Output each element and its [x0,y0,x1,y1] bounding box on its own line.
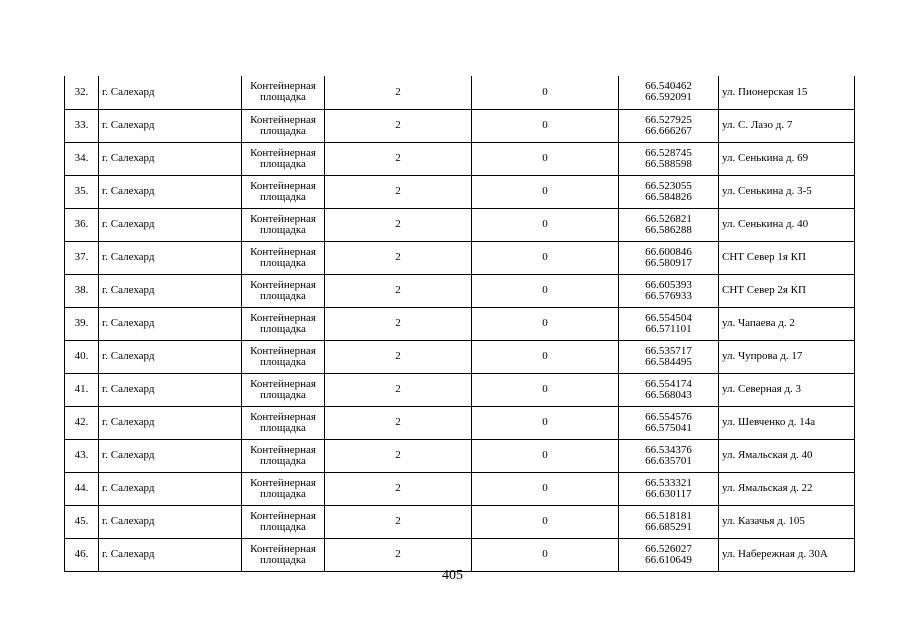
city-cell [99,439,242,472]
table-row [65,76,855,109]
table-row [65,373,855,406]
site-type-cell [242,175,325,208]
coordinates-cell [619,472,719,505]
row-number-cell [65,109,99,142]
volume-cell [472,274,619,307]
volume-value: 0 [542,515,548,527]
coordinates-cell [619,76,719,109]
coordinates-cell [619,439,719,472]
site-type-cell [242,340,325,373]
container-count: 2 [395,449,401,461]
volume-cell [472,373,619,406]
container-count-cell [325,505,472,538]
volume-value: 0 [542,152,548,164]
latitude: 66.534376 [645,443,692,456]
site-type-line1: Контейнерная [250,179,316,192]
row-number: 45. [74,515,89,527]
row-number: 34. [74,152,89,164]
volume-cell [472,505,619,538]
city-text: г. Салехард [102,85,155,98]
address-text: ул. Казачья д. 105 [722,515,805,527]
city-text: г. Салехард [102,251,155,263]
site-type-line2: площадка [260,553,306,566]
latitude: 66.533321 [645,476,692,489]
site-type-line2: площадка [260,487,306,500]
site-type-line1: Контейнерная [250,377,316,390]
address-text: ул. Пионерская 15 [722,85,808,98]
latitude: 66.540462 [645,80,692,93]
city-cell [99,406,242,439]
site-type-line1: Контейнерная [250,113,316,126]
volume-value: 0 [542,85,548,98]
latitude: 66.554174 [645,377,692,390]
latitude: 66.526027 [645,542,692,555]
row-number: 36. [74,218,89,230]
row-number: 38. [74,284,89,296]
site-type-line2: площадка [260,454,306,467]
site-type-line1: Контейнерная [250,212,316,225]
longitude: 66.666267 [645,124,692,137]
city-text: г. Салехард [102,152,155,164]
address-text: ул. Сенькина д. 3-5 [722,185,812,197]
longitude: 66.580917 [645,256,692,269]
longitude: 66.586288 [645,223,692,236]
city-text: г. Салехард [102,185,155,197]
site-type-line1: Контейнерная [250,278,316,291]
row-number-cell [65,406,99,439]
longitude: 66.630117 [645,487,692,500]
container-count-cell [325,406,472,439]
table-row [65,505,855,538]
city-text: г. Салехард [102,482,155,494]
row-number-cell [65,142,99,175]
site-type-line1: Контейнерная [250,245,316,258]
longitude: 66.584495 [645,355,692,368]
city-cell [99,373,242,406]
container-count-cell [325,307,472,340]
site-type-cell [242,439,325,472]
longitude: 66.610649 [645,553,692,566]
address-text: ул. Шевченко д. 14а [722,416,816,428]
coordinates-cell [619,538,719,571]
volume-value: 0 [542,119,548,131]
site-type-line2: площадка [260,421,306,434]
latitude: 66.554576 [645,410,692,423]
volume-cell [472,175,619,208]
site-type-cell [242,538,325,571]
row-number-cell [65,439,99,472]
container-count-cell [325,175,472,208]
longitude: 66.575041 [645,421,692,434]
address-text: ул. Чапаева д. 2 [722,317,795,329]
address-cell [719,373,855,406]
volume-value: 0 [542,383,548,395]
city-cell [99,307,242,340]
row-number: 35. [74,185,89,197]
city-cell [99,175,242,208]
volume-cell [472,76,619,109]
volume-cell [472,406,619,439]
latitude: 66.527925 [645,113,692,126]
address-cell [719,241,855,274]
city-text: г. Салехард [102,383,155,395]
latitude: 66.523055 [645,179,692,192]
container-count-cell [325,274,472,307]
container-count-cell [325,208,472,241]
container-count: 2 [395,482,401,494]
address-cell [719,439,855,472]
row-number-cell [65,241,99,274]
city-text: г. Салехард [102,284,155,296]
container-count-cell [325,241,472,274]
table-row [65,340,855,373]
row-number: 32. [74,85,89,98]
city-text: г. Салехард [102,218,155,230]
table-row [65,241,855,274]
row-number-cell [65,472,99,505]
city-text: г. Салехард [102,317,155,329]
row-number-cell [65,505,99,538]
container-count-cell [325,109,472,142]
latitude: 66.554504 [645,311,692,324]
container-count-cell [325,472,472,505]
volume-value: 0 [542,548,548,560]
city-cell [99,142,242,175]
coordinates-cell [619,274,719,307]
row-number-cell [65,175,99,208]
longitude: 66.576933 [645,289,692,302]
container-count: 2 [395,515,401,527]
volume-value: 0 [542,449,548,461]
address-cell [719,505,855,538]
site-type-line1: Контейнерная [250,311,316,324]
site-type-line2: площадка [260,520,306,533]
site-type-cell [242,373,325,406]
address-cell [719,109,855,142]
site-type-line2: площадка [260,322,306,335]
site-type-line1: Контейнерная [250,146,316,159]
address-text: ул. Сенькина д. 40 [722,218,809,230]
city-cell [99,109,242,142]
city-text: г. Салехард [102,548,155,560]
table-body [65,76,855,571]
container-count: 2 [395,152,401,164]
site-type-cell [242,472,325,505]
volume-value: 0 [542,350,548,362]
volume-value: 0 [542,185,548,197]
row-number: 46. [74,548,89,560]
table-row [65,472,855,505]
container-count: 2 [395,218,401,230]
latitude: 66.535717 [645,344,692,357]
row-number-cell [65,76,99,109]
container-count: 2 [395,383,401,395]
container-count: 2 [395,284,401,296]
row-number: 39. [74,317,89,329]
container-count-cell [325,439,472,472]
site-type-line1: Контейнерная [250,410,316,423]
container-count: 2 [395,317,401,329]
volume-cell [472,142,619,175]
site-type-line2: площадка [260,157,306,170]
address-cell [719,340,855,373]
site-type-cell [242,307,325,340]
row-number: 44. [74,482,89,494]
site-type-line1: Контейнерная [250,542,316,555]
address-text: СНТ Север 2я КП [722,284,806,296]
latitude: 66.605393 [645,278,692,291]
address-text: ул. Ямальская д. 22 [722,482,813,494]
city-cell [99,538,242,571]
volume-cell [472,241,619,274]
city-text: г. Салехард [102,515,155,527]
row-number-cell [65,373,99,406]
table-row [65,274,855,307]
address-cell [719,538,855,571]
site-type-line1: Контейнерная [250,509,316,522]
latitude: 66.518181 [645,509,692,522]
container-sites-table [64,76,855,572]
address-cell [719,175,855,208]
address-text: СНТ Север 1я КП [722,251,806,263]
address-text: ул. Ямальская д. 40 [722,449,813,461]
site-type-cell [242,406,325,439]
longitude: 66.584826 [645,190,692,203]
longitude: 66.568043 [645,388,692,401]
coordinates-cell [619,109,719,142]
volume-cell [472,340,619,373]
container-count-cell [325,142,472,175]
site-type-cell [242,274,325,307]
longitude: 66.635701 [645,454,692,467]
volume-cell [472,307,619,340]
volume-cell [472,109,619,142]
container-count: 2 [395,350,401,362]
city-text: г. Салехард [102,416,155,428]
row-number-cell [65,274,99,307]
container-count-cell [325,373,472,406]
latitude: 66.528745 [645,146,692,159]
container-count: 2 [395,416,401,428]
site-type-line2: площадка [260,223,306,236]
city-text: г. Салехард [102,449,155,461]
volume-value: 0 [542,317,548,329]
latitude: 66.526821 [645,212,692,225]
container-count-cell [325,538,472,571]
longitude: 66.685291 [645,520,692,533]
coordinates-cell [619,406,719,439]
address-cell [719,274,855,307]
city-cell [99,340,242,373]
address-text: ул. Чупрова д. 17 [722,350,803,362]
address-cell [719,472,855,505]
row-number: 40. [74,350,89,362]
volume-cell [472,472,619,505]
row-number: 41. [74,383,89,395]
city-cell [99,241,242,274]
address-text: ул. Набережная д. 30А [722,548,828,560]
site-type-line1: Контейнерная [250,80,316,93]
row-number: 42. [74,416,89,428]
volume-value: 0 [542,482,548,494]
container-count: 2 [395,251,401,263]
latitude: 66.600846 [645,245,692,258]
city-cell [99,274,242,307]
address-cell [719,406,855,439]
row-number-cell [65,340,99,373]
coordinates-cell [619,373,719,406]
address-text: ул. Северная д. 3 [722,383,802,395]
row-number-cell [65,208,99,241]
site-type-cell [242,505,325,538]
address-cell [719,76,855,109]
container-count-cell [325,76,472,109]
site-type-cell [242,76,325,109]
site-type-cell [242,241,325,274]
coordinates-cell [619,142,719,175]
site-type-line2: площадка [260,91,306,104]
volume-value: 0 [542,416,548,428]
table-row [65,538,855,571]
coordinates-cell [619,208,719,241]
table-row [65,208,855,241]
address-cell [719,142,855,175]
address-cell [719,208,855,241]
site-type-line2: площадка [260,355,306,368]
table-row [65,109,855,142]
longitude: 66.592091 [645,91,692,104]
coordinates-cell [619,241,719,274]
table-row [65,142,855,175]
site-type-line2: площадка [260,289,306,302]
volume-value: 0 [542,284,548,296]
page-number: 405 [442,568,463,583]
coordinates-cell [619,307,719,340]
site-type-line1: Контейнерная [250,476,316,489]
site-type-line2: площадка [260,190,306,203]
longitude: 66.571101 [645,322,692,335]
site-type-cell [242,142,325,175]
address-text: ул. С. Лазо д. 7 [722,119,793,131]
site-type-line2: площадка [260,388,306,401]
container-count-cell [325,340,472,373]
site-type-line1: Контейнерная [250,443,316,456]
row-number: 43. [74,449,89,461]
table-row [65,307,855,340]
city-text: г. Салехард [102,350,155,362]
address-text: ул. Сенькина д. 69 [722,152,809,164]
container-count: 2 [395,548,401,560]
city-text: г. Салехард [102,119,155,131]
site-type-line2: площадка [260,124,306,137]
site-type-cell [242,109,325,142]
volume-value: 0 [542,251,548,263]
table-row [65,175,855,208]
volume-cell [472,538,619,571]
city-cell [99,76,242,109]
site-type-line1: Контейнерная [250,344,316,357]
coordinates-cell [619,175,719,208]
city-cell [99,505,242,538]
table-row [65,439,855,472]
coordinates-cell [619,340,719,373]
volume-value: 0 [542,218,548,230]
city-cell [99,208,242,241]
volume-cell [472,439,619,472]
table-row [65,406,855,439]
row-number-cell [65,538,99,571]
volume-cell [472,208,619,241]
row-number: 37. [74,251,89,263]
coordinates-cell [619,505,719,538]
site-type-line2: площадка [260,256,306,269]
site-type-cell [242,208,325,241]
longitude: 66.588598 [645,157,692,170]
row-number: 33. [74,119,89,131]
city-cell [99,472,242,505]
row-number-cell [65,307,99,340]
container-count: 2 [395,119,401,131]
address-cell [719,307,855,340]
container-count: 2 [395,185,401,197]
container-count: 2 [395,85,401,98]
